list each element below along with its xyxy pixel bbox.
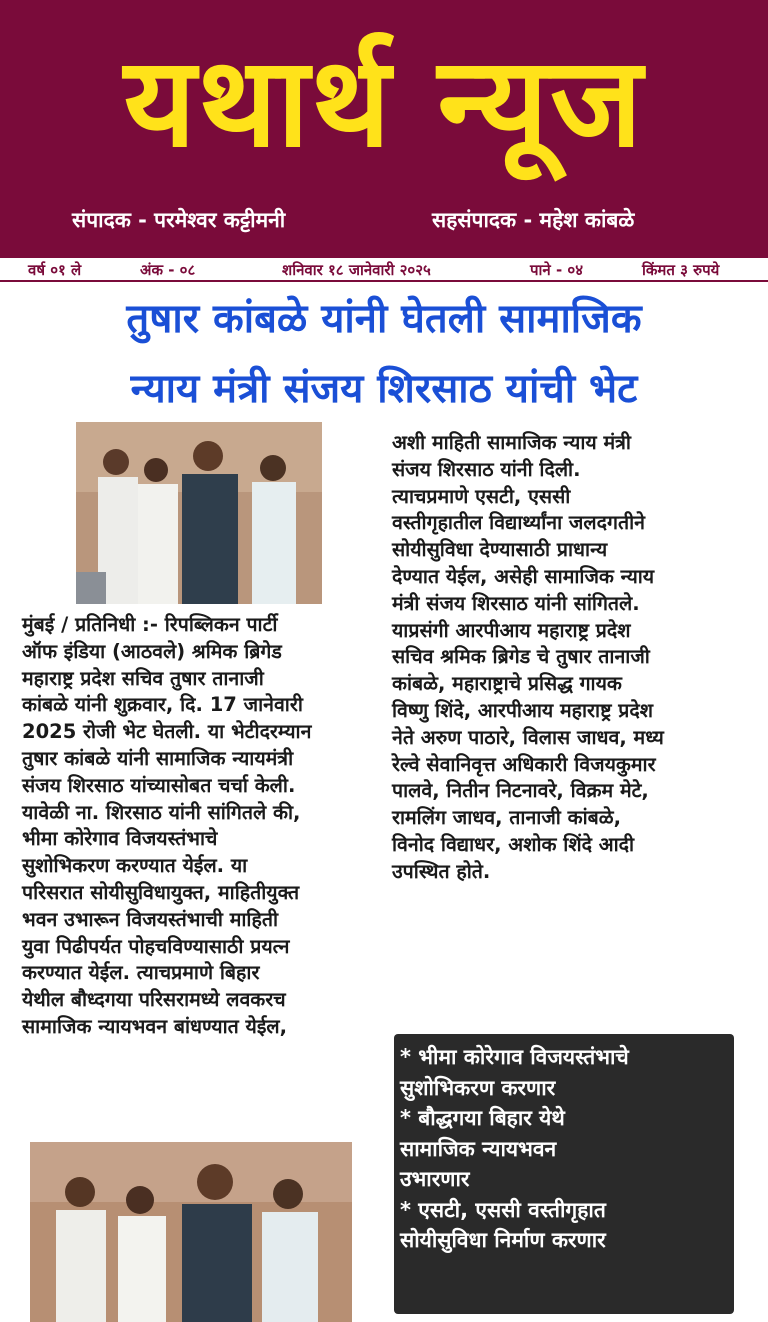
highlight-line: उभारणार	[400, 1167, 470, 1191]
article-line: याप्रसंगी आरपीआय महाराष्ट्र प्रदेश	[392, 618, 631, 642]
article-line: कांबळे, महाराष्ट्राचे प्रसिद्ध गायक	[392, 672, 622, 696]
article-line: यावेळी ना. शिरसाठ यांनी सांगितले की,	[22, 800, 301, 824]
article-line: सचिव श्रमिक ब्रिगेड चे तुषार तानाजी	[392, 645, 650, 669]
highlight-line: * बौद्धगया बिहार येथे	[400, 1106, 565, 1130]
article-photo-top	[76, 422, 322, 604]
article-line: विष्णु शिंदे, आरपीआय महाराष्ट्र प्रदेश	[392, 698, 653, 722]
issue-info-bar	[0, 258, 768, 282]
article-line: परिसरात सोयीसुविधायुक्त, माहितीयुक्त	[22, 880, 300, 904]
article-line: 2025 रोजी भेट घेतली. या भेटीदरम्यान	[22, 720, 312, 744]
issue-year: वर्ष ०१ ले	[28, 261, 82, 279]
issue-date: शनिवार १८ जानेवारी २०२५	[282, 261, 431, 279]
article-line: ऑफ इंडिया (आठवले) श्रमिक ब्रिगेड	[22, 639, 282, 663]
article-line: महाराष्ट्र प्रदेश सचिव तुषार तानाजी	[22, 666, 264, 690]
article-line: सोयीसुविधा देण्यासाठी प्राधान्य	[392, 538, 608, 562]
highlight-line: सुशोभिकरण करणार	[400, 1075, 556, 1100]
highlight-line: सामाजिक न्यायभवन	[400, 1136, 557, 1161]
highlight-line: * एसटी, एससी वस्तीगृहात	[400, 1197, 606, 1222]
group-photo-icon	[30, 1142, 352, 1322]
article-line: वस्तीगृहातील विद्यार्थ्यांना जलदगतीने	[392, 511, 645, 535]
article-line: सामाजिक न्यायभवन बांधण्यात येईल,	[22, 1014, 288, 1038]
article-column-right	[392, 430, 664, 886]
editor-credit: संपादक - परमेश्वर कट्टीमनी	[72, 208, 286, 232]
article-line: विनोद विद्याधर, अशोक शिंदे आदी	[392, 832, 635, 856]
article-line: मुंबई / प्रतिनिधी :- रिपब्लिकन पार्टी	[22, 613, 278, 636]
article-line: करण्यात येईल. त्याचप्रमाणे बिहार	[22, 961, 260, 985]
article-line: तुषार कांबळे यांनी सामाजिक न्यायमंत्री	[22, 746, 294, 770]
issue-price: किंमत ३ रुपये	[642, 261, 720, 279]
article-line: त्याचप्रमाणे एसटी, एससी	[392, 484, 571, 508]
highlight-line: * भीमा कोरेगाव विजयस्तंभाचे	[400, 1045, 629, 1069]
coeditor-credit: सहसंपादक - महेश कांबळे	[432, 208, 635, 232]
article-line: देण्यात येईल, असेही सामाजिक न्याय	[392, 564, 655, 588]
article-line: कांबळे यांनी शुक्रवार, दि. 17 जानेवारी	[22, 693, 303, 717]
group-photo-icon	[76, 422, 322, 604]
page-count: पाने - ०४	[530, 261, 584, 279]
article-line: पालवे, नितीन निटनावरे, विक्रम मेटे,	[392, 779, 649, 803]
article-line: संजय शिरसाठ यांनी दिली.	[392, 457, 581, 481]
article-line: मंत्री संजय शिरसाठ यांनी सांगितले.	[392, 591, 640, 615]
headline-line-1: तुषार कांबळे यांनी घेतली सामाजिक	[126, 296, 642, 342]
highlight-line: सोयीसुविधा निर्माण करणार	[400, 1228, 606, 1252]
issue-number: अंक - ०८	[140, 261, 196, 279]
article-line: उपस्थित होते.	[392, 859, 491, 883]
article-line: भवन उभारून विजयस्तंभाची माहिती	[22, 907, 279, 931]
article-line: येथील बौध्दगया परिसरामध्ये लवकरच	[22, 988, 286, 1012]
article-line: नेते अरुण पाठारे, विलास जाधव, मध्य	[392, 725, 664, 749]
article-line: अशी माहिती सामाजिक न्याय मंत्री	[392, 431, 631, 454]
article-column-left	[22, 612, 311, 1041]
article-line: संजय शिरसाठ यांच्यासोबत चर्चा केली.	[22, 773, 296, 797]
article-line: रामलिंग जाधव, तानाजी कांबळे,	[392, 806, 622, 830]
article-line: सुशोभिकरण करण्यात येईल. या	[22, 854, 248, 878]
newspaper-logo: यथार्थ न्यूज	[123, 31, 645, 175]
article-line: रेल्वे सेवानिवृत्त अधिकारी विजयकुमार	[392, 752, 656, 776]
highlights-box	[394, 1034, 734, 1314]
article-photo-bottom	[30, 1142, 352, 1322]
headline-line-2: न्याय मंत्री संजय शिरसाठ यांची भेट	[130, 366, 638, 412]
masthead	[0, 0, 768, 258]
article-line: भीमा कोरेगाव विजयस्तंभाचे	[22, 827, 218, 851]
article-line: युवा पिढीपर्यत पोहचविण्यासाठी प्रयत्न	[22, 934, 290, 958]
